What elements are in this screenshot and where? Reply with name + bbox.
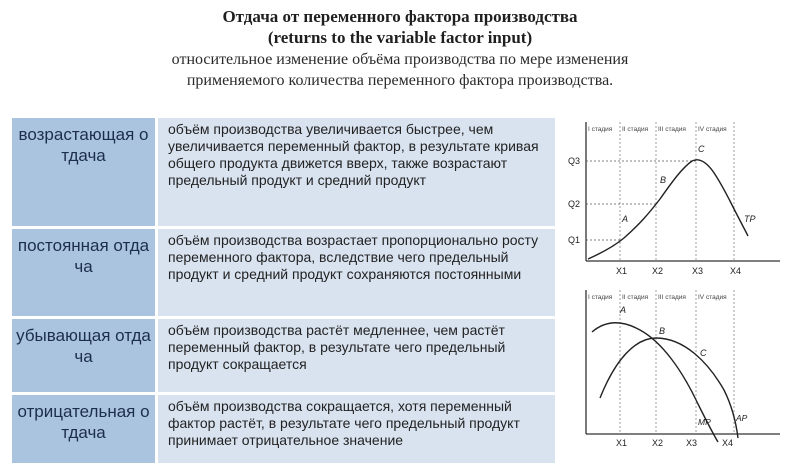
ap-curve-label: AP: [736, 413, 748, 423]
x1-label: X1: [616, 266, 628, 276]
x2-label: X2: [652, 438, 664, 448]
point-c-label: C: [698, 144, 705, 154]
stage-label-3: III стадия: [658, 294, 686, 301]
stage-label-3: III стадия: [658, 126, 686, 133]
x1-label: X1: [616, 438, 628, 448]
term-constant: постоянная отдача: [12, 228, 157, 318]
description-increasing: объём производства увеличивается быстрее, чем увеличивается переменный фактор, в результате кривая общего продукта движется вверх, также возрастают предельный продукт и средний продукт: [157, 118, 556, 228]
total-product-graph: [558, 116, 788, 281]
stage-label-2: II стадия: [622, 126, 649, 133]
title-block: [0, 6, 800, 90]
table-row: [12, 228, 555, 318]
x4-label: X4: [722, 438, 734, 448]
description-diminishing: объём производства растёт медленнее, чем растёт переменный фактор, в результате чего предельный продукт сокращается: [157, 318, 556, 394]
stage-label-4: IV стадия: [698, 126, 727, 133]
stage-label-1: I стадия: [588, 126, 613, 133]
page-title: Отдача от переменного фактора производства: [222, 7, 578, 26]
x4-label: X4: [730, 266, 742, 276]
subtitle-line-2: применяемого количества переменного фактора производства.: [186, 72, 614, 89]
q3-label: Q3: [568, 156, 581, 166]
table-row: [12, 118, 555, 228]
marginal-average-product-graph: [558, 286, 788, 448]
point-a-label: A: [622, 214, 629, 224]
returns-table: [12, 118, 555, 466]
description-negative: объём производства сокращается, хотя переменный фактор растёт, в результате чего предельный продукт принимает отрицательное значение: [157, 394, 556, 465]
point-c-label: C: [700, 348, 707, 358]
ap-curve: [600, 338, 738, 438]
table-row: [12, 318, 555, 394]
stage-label-1: I стадия: [588, 294, 613, 301]
stage-label-2: II стадия: [622, 294, 649, 301]
term-negative: отрицательная отдача: [12, 394, 157, 465]
q2-label: Q2: [568, 199, 581, 209]
description-constant: объём производства возрастает пропорционально росту переменного фактора, вследствие чего предельный продукт и средний продукт сохраняются постоянными: [157, 228, 556, 318]
x3-label: X3: [692, 266, 704, 276]
x3-label: X3: [686, 438, 698, 448]
stage-label-4: IV стадия: [698, 294, 727, 301]
point-b-label: B: [660, 175, 667, 185]
q1-label: Q1: [568, 235, 581, 245]
page-title-english: (returns to the variable factor input): [267, 28, 533, 47]
mp-curve-label: MP: [698, 417, 711, 427]
point-a-label: A: [620, 305, 627, 315]
term-increasing: возрастающая отдача: [12, 118, 157, 228]
tp-curve: [588, 160, 748, 259]
x2-label: X2: [652, 266, 664, 276]
point-b-label: B: [659, 326, 666, 336]
table-row: [12, 394, 555, 465]
subtitle-line-1: относительное изменение объёма производства по мере изменения: [171, 51, 629, 68]
tp-curve-label: TP: [744, 214, 756, 224]
term-diminishing: убывающая отдача: [12, 318, 157, 394]
